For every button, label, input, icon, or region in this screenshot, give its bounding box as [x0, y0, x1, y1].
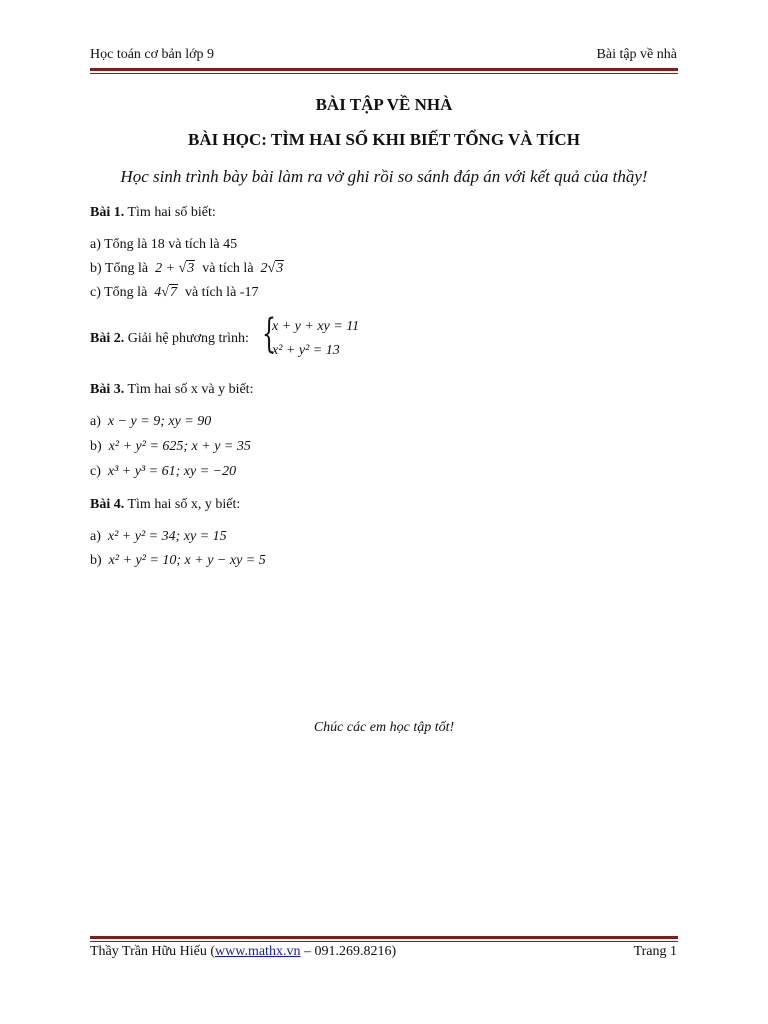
exercise-1-text: Tìm hai số biết:	[127, 205, 216, 220]
sqrt-symbol: √3	[267, 261, 284, 276]
system-equation-2: x² + y² = 13	[272, 343, 340, 358]
exercise-2-text: Giải hệ phương trình:	[127, 331, 249, 346]
exercise-4-heading	[90, 497, 240, 513]
exercise-4-item-a	[90, 529, 227, 545]
exercise-4-item-a-math: x² + y² = 34; xy = 15	[107, 529, 227, 544]
lesson-title: BÀI HỌC: TÌM HAI SỐ KHI BIẾT TỔNG VÀ TÍCH	[188, 130, 580, 149]
item-label: a)	[90, 414, 101, 429]
exercise-1-item-b-product: 2√3	[260, 261, 284, 276]
exercise-3-label: Bài 3.	[90, 382, 125, 397]
exercise-4-label: Bài 4.	[90, 497, 125, 512]
page-title: BÀI TẬP VỀ NHÀ	[315, 95, 453, 114]
footer-rule-thin	[90, 941, 678, 942]
exercise-3-heading	[90, 382, 253, 398]
header-rule-thick	[90, 68, 678, 71]
exercise-2-heading	[90, 331, 249, 347]
item-label: a)	[90, 529, 101, 544]
exercise-1-item-c-suffix: và tích là -17	[184, 285, 259, 300]
exercise-1-heading	[90, 205, 216, 221]
exercise-3-item-a	[90, 414, 211, 430]
exercise-3-item-a-math: x − y = 9; xy = 90	[107, 414, 212, 429]
exercise-3-item-c	[90, 464, 236, 480]
sqrt-symbol: √7	[161, 285, 177, 300]
page-number: Trang 1	[633, 944, 677, 959]
brace-symbol: {	[262, 311, 276, 357]
exercise-1-item-b-mid: và tích là	[202, 261, 254, 276]
exercise-1-item-b-sum: 2 + √3	[155, 261, 195, 276]
exercise-1-item-c-prefix: c) Tổng là	[90, 285, 148, 300]
exercise-1-item-b-prefix: b) Tổng là	[90, 261, 149, 276]
exercise-1-item-a: a) Tổng là 18 và tích là 45	[90, 237, 238, 252]
exercise-3-item-c-math: x³ + y³ = 61; xy = −20	[107, 464, 237, 479]
system-equation-1: x + y + xy = 11	[272, 319, 360, 334]
header-section-title: Bài tập về nhà	[596, 47, 677, 62]
instruction-text: Học sinh trình bày bài làm ra vở ghi rồi so sánh đáp án với kết quả của thầy!	[120, 167, 648, 186]
footer-author	[90, 944, 396, 960]
exercise-3-text: Tìm hai số x và y biết:	[127, 382, 254, 397]
exercise-1-item-b	[90, 261, 284, 277]
exercise-2-label: Bài 2.	[90, 331, 125, 346]
website-link[interactable]: www.mathx.vn	[215, 944, 301, 959]
closing-message: Chúc các em học tập tốt!	[313, 720, 455, 735]
exercise-1-label: Bài 1.	[90, 205, 125, 220]
exercise-4-item-b-math: x² + y² = 10; x + y − xy = 5	[108, 553, 266, 568]
exercise-3-item-b	[90, 439, 251, 455]
exercise-1-item-c	[90, 285, 258, 301]
header-course-title: Học toán cơ bản lớp 9	[90, 47, 215, 62]
item-label: c)	[90, 464, 101, 479]
item-label: b)	[90, 439, 102, 454]
item-label: b)	[90, 553, 102, 568]
footer-phone: – 091.269.8216)	[300, 944, 397, 959]
exercise-4-text: Tìm hai số x, y biết:	[127, 497, 241, 512]
footer-author-name: Thầy Trần Hữu Hiếu (	[90, 944, 216, 959]
header-rule-thin	[90, 73, 678, 74]
exercise-3-item-b-math: x² + y² = 625; x + y = 35	[108, 439, 251, 454]
footer-rule-thick	[90, 936, 678, 939]
exercise-4-item-b	[90, 553, 266, 569]
sqrt-symbol: √3	[178, 261, 195, 276]
exercise-1-item-c-sum: 4√7	[154, 285, 177, 300]
